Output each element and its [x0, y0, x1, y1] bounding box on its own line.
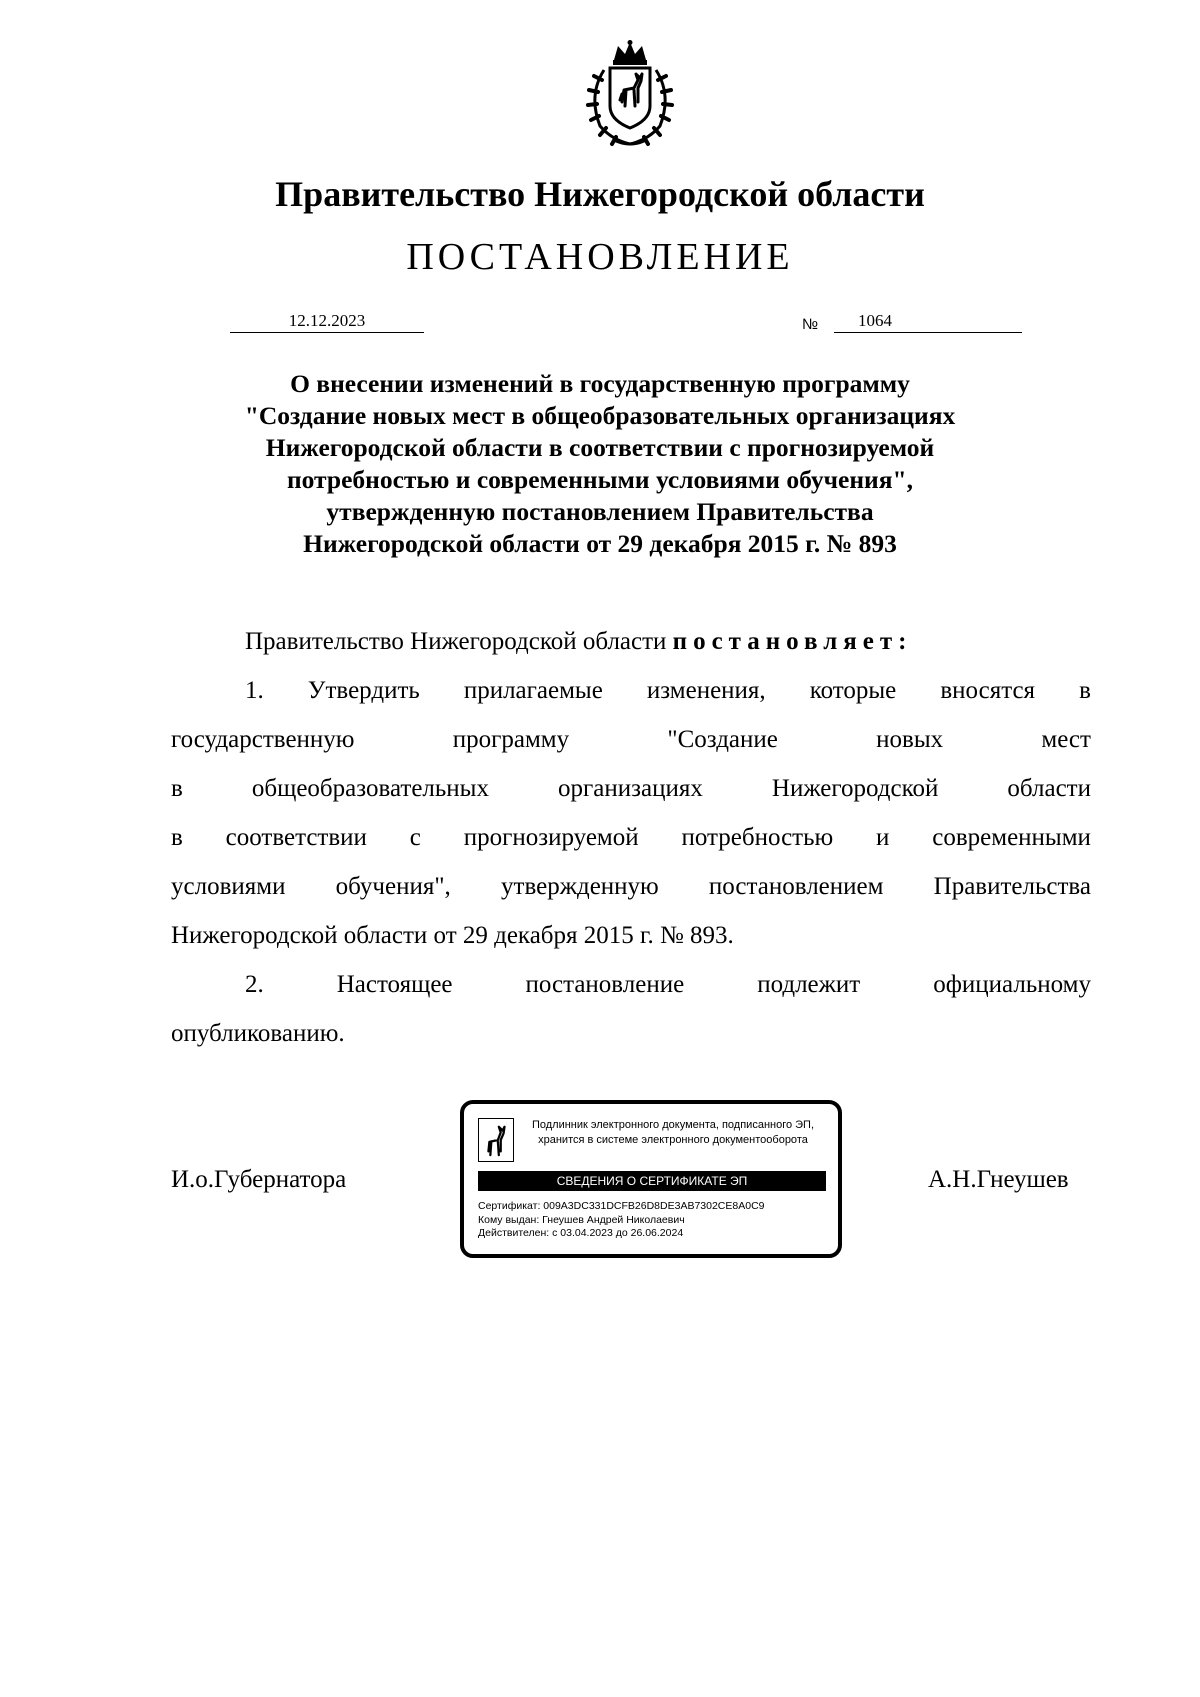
- item1-line: [171, 724, 1091, 756]
- word: с: [409, 824, 421, 851]
- word: в: [171, 775, 183, 802]
- word: обучения",: [335, 873, 451, 900]
- word: государственную: [171, 726, 355, 753]
- certificate-header-bar: СВЕДЕНИЯ О СЕРТИФИКАТЕ ЭП: [478, 1171, 826, 1191]
- document-type: ПОСТАНОВЛЕНИЕ: [406, 236, 794, 278]
- word: Нижегородской: [771, 775, 939, 802]
- deer-emblem-icon: [478, 1118, 514, 1162]
- intro-emphasis: постановляет:: [672, 628, 913, 655]
- intro-text: Правительство Нижегородской области: [245, 628, 667, 655]
- item1-line: [171, 822, 1091, 854]
- word: Настоящее: [336, 971, 453, 998]
- certificate-details: [478, 1200, 828, 1241]
- document-subject: [150, 368, 1050, 560]
- subject-line: Нижегородской области в соответствии с прогнозируемой: [265, 433, 935, 462]
- word: новых: [876, 726, 944, 753]
- stamp-note-line: Подлинник электронного документа, подписанного ЭП,: [531, 1119, 815, 1131]
- word: условиями: [171, 873, 286, 900]
- word: в: [171, 824, 183, 851]
- resolution-intro: [245, 626, 912, 658]
- signer-name: А.Н.Гнеушев: [928, 1166, 1069, 1193]
- word: Правительства: [933, 873, 1091, 900]
- certificate-id: Сертификат: 009A3DC331DCFB26D8DE3AB7302CE8A0C9: [478, 1200, 765, 1212]
- word: потребностью: [681, 824, 834, 851]
- coat-of-arms-emblem: [578, 40, 682, 148]
- word: 1.: [245, 677, 264, 704]
- item2-line: [245, 969, 1091, 1001]
- certificate-validity: Действителен: с 03.04.2023 до 26.06.2024: [478, 1227, 684, 1239]
- subject-line: О внесении изменений в государственную программу: [290, 369, 910, 398]
- word: изменения,: [646, 677, 766, 704]
- subject-line: потребностью и современными условиями обучения",: [286, 465, 914, 494]
- number-sign: №: [802, 316, 819, 333]
- item1-last-line: [171, 920, 1091, 952]
- stamp-note-line: хранится в системе электронного документооборота: [538, 1134, 808, 1146]
- document-number-field: [834, 311, 1022, 333]
- line-text: Нижегородской области от 29 декабря 2015 г. № 893.: [171, 922, 734, 949]
- line-text: опубликованию.: [171, 1020, 345, 1047]
- word: прилагаемые: [463, 677, 603, 704]
- word: постановлением: [708, 873, 884, 900]
- document-number: 1064: [858, 311, 892, 330]
- word: в: [1079, 677, 1091, 704]
- word: организациях: [558, 775, 703, 802]
- subject-line: "Создание новых мест в общеобразовательных организациях: [244, 401, 956, 430]
- word: 2.: [245, 971, 264, 998]
- stamp-note: [520, 1118, 826, 1148]
- subject-line: утвержденную постановлением Правительства: [326, 497, 874, 526]
- item2-last-line: [171, 1018, 1091, 1050]
- item1-line: [245, 675, 1091, 707]
- item1-line: [171, 773, 1091, 805]
- word: прогнозируемой: [463, 824, 639, 851]
- word: постановление: [525, 971, 685, 998]
- word: соответствии: [225, 824, 367, 851]
- certificate-owner: Кому выдан: Гнеушев Андрей Николаевич: [478, 1213, 685, 1226]
- subject-line: Нижегородской области от 29 декабря 2015 г. № 893: [303, 529, 897, 558]
- word: которые: [809, 677, 897, 704]
- organization-title: Правительство Нижегородской области: [275, 174, 925, 214]
- word: общеобразовательных: [251, 775, 489, 802]
- word: вносятся: [940, 677, 1036, 704]
- word: программу: [452, 726, 570, 753]
- signer-title: И.о.Губернатора: [171, 1166, 347, 1193]
- word: области: [1007, 775, 1091, 802]
- word: мест: [1041, 726, 1091, 753]
- word: Утвердить: [307, 677, 420, 704]
- word: утвержденную: [501, 873, 659, 900]
- word: современными: [932, 824, 1091, 851]
- word: официальному: [933, 971, 1091, 998]
- item1-line: [171, 871, 1091, 903]
- word: и: [876, 824, 890, 851]
- electronic-signature-stamp: [460, 1100, 842, 1258]
- word: подлежит: [757, 971, 861, 998]
- word: "Создание: [667, 726, 778, 753]
- document-date: 12.12.2023: [230, 311, 424, 333]
